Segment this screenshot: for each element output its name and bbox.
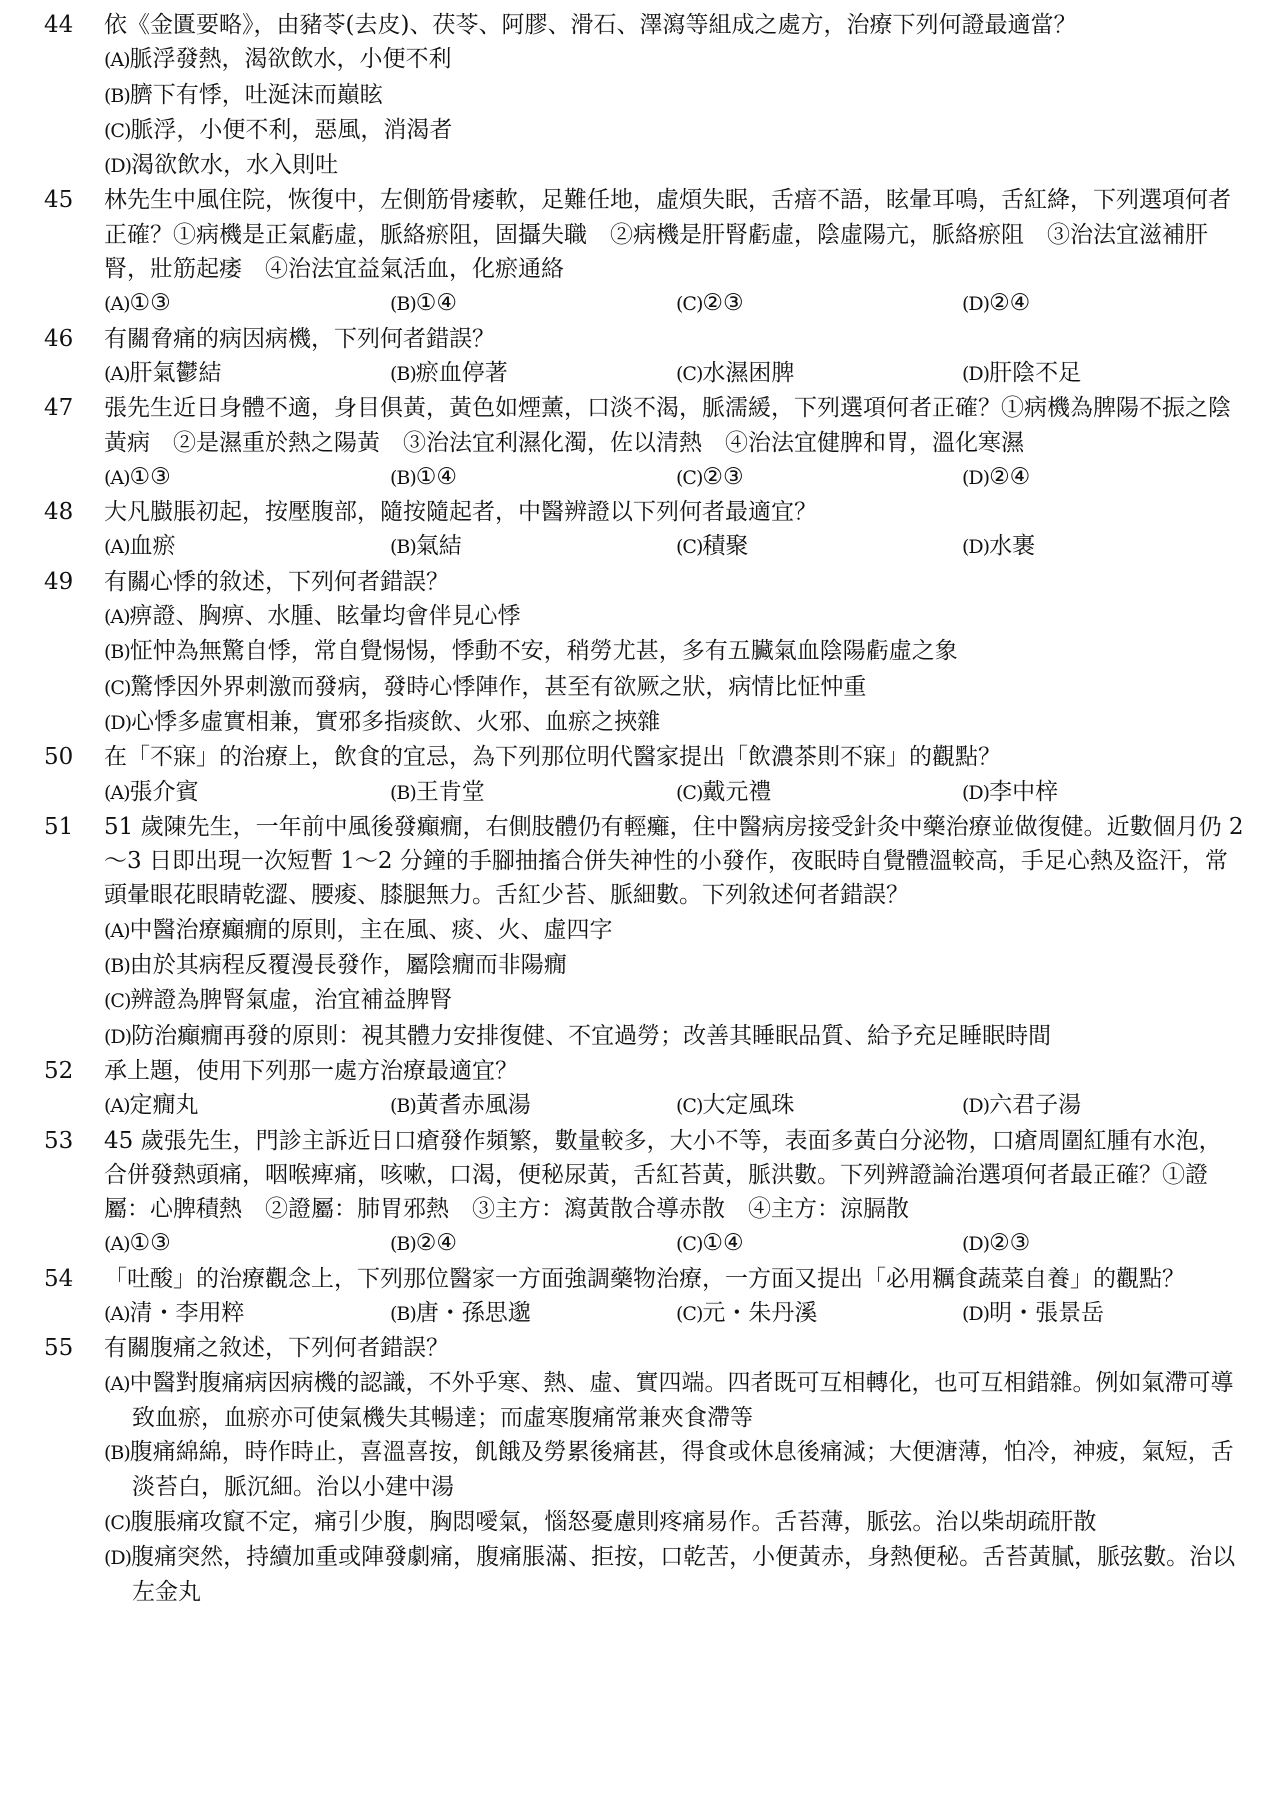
option-text: 瘀血停著: [415, 359, 508, 386]
answer-option: [390, 356, 676, 391]
option-text: 積聚: [702, 533, 749, 560]
option-label: (D): [962, 362, 990, 385]
question-45: [44, 183, 1244, 321]
option-text: 腹脹痛攻竄不定，痛引少腹，胸悶噯氣，惱怒憂慮則疼痛易作。舌苔薄，脈弦。治以柴胡疏肝散: [130, 1508, 1097, 1535]
option-text: 由於其病程反覆漫長發作，屬陰癇而非陽癇: [129, 952, 567, 979]
option-label: (C): [676, 1233, 703, 1256]
question-stem: 在「不寐」的治療上，飲食的宜忌，為下列那位明代醫家提出「飲濃茶則不寐」的觀點？: [104, 744, 1001, 771]
option-text: ①④: [415, 463, 458, 490]
answer-options: [104, 356, 1244, 391]
question-stem: 承上題，使用下列那一處方治療最適宜？: [104, 1057, 518, 1084]
answer-option: [676, 529, 962, 564]
option-label: (C): [676, 293, 703, 316]
option-text: 臍下有悸，吐涎沫而巔眩: [129, 81, 383, 108]
answer-option: [104, 1435, 1244, 1505]
option-label: (C): [676, 362, 703, 385]
option-text: 渴欲飲水，水入則吐: [131, 152, 339, 179]
answer-option: [104, 1540, 1244, 1610]
answer-option: [104, 529, 390, 564]
question-number: 46: [44, 325, 74, 352]
answer-option: [962, 1226, 1248, 1261]
option-text: ①④: [415, 290, 458, 317]
option-label: (B): [390, 1233, 416, 1256]
question-stem: 有關腹痛之敘述，下列何者錯誤？: [104, 1335, 449, 1362]
option-text: 肝氣鬱結: [129, 359, 222, 386]
answer-option: [104, 670, 1244, 705]
option-text: ②④: [989, 463, 1031, 490]
answer-options: [104, 42, 1244, 183]
question-number: 45: [44, 187, 74, 214]
option-text: ①④: [702, 1230, 744, 1257]
question-51: [44, 810, 1244, 1054]
option-label: (C): [676, 781, 703, 804]
option-label: (B): [390, 466, 416, 489]
question-stem: 依《金匱要略》，由豬苓(去皮)、茯苓、阿膠、滑石、澤瀉等組成之處方，治療下列何證最適當？: [104, 12, 1077, 38]
option-text: 怔忡為無驚自悸，常自覺惕惕，悸動不安，稍勞尤甚，多有五臟氣血陰陽虧虛之象: [129, 638, 958, 665]
option-text: ②④: [989, 290, 1031, 317]
answer-option: [104, 705, 1244, 740]
option-label: (B): [390, 536, 416, 559]
option-label: (D): [104, 1025, 132, 1048]
option-text: 脈浮發熱，渴欲飲水，小便不利: [129, 46, 452, 73]
option-text: 李中梓: [989, 778, 1059, 805]
option-text: 驚悸因外界刺激而發病，發時心悸陣作，甚至有欲厥之狀，病情比怔忡重: [130, 673, 867, 700]
option-label: (D): [962, 1302, 990, 1325]
answer-option: [962, 1296, 1248, 1331]
question-header: [44, 740, 1244, 774]
option-label: (A): [104, 781, 130, 804]
option-label: (D): [104, 711, 132, 734]
option-label: (C): [104, 1511, 131, 1534]
answer-option: [962, 460, 1248, 495]
question-stem: 有關脅痛的病因病機，下列何者錯誤？: [104, 325, 495, 352]
answer-option: [962, 356, 1248, 391]
option-text: 防治癲癇再發的原則：視其體力安排復健、不宜過勞；改善其睡眠品質、給予充足睡眠時間: [131, 1022, 1052, 1049]
question-number: 55: [44, 1335, 74, 1362]
answer-option: [676, 1296, 962, 1331]
question-50: [44, 740, 1244, 810]
option-text: 氣結: [415, 533, 462, 560]
option-label: (C): [676, 466, 703, 489]
question-header: [44, 1331, 1244, 1365]
answer-options: [104, 1296, 1244, 1331]
answer-option: [390, 460, 676, 495]
option-text: 心悸多虛實相兼，實邪多指痰飲、火邪、血瘀之挾雜: [131, 708, 661, 735]
answer-option: [676, 1088, 962, 1123]
answer-option: [104, 634, 1244, 669]
option-text: ①③: [129, 1230, 171, 1257]
option-text: 六君子湯: [989, 1092, 1082, 1119]
question-stem: 大凡臌脹初起，按壓腹部，隨按隨起者，中醫辨證以下列何者最適宜？: [104, 499, 817, 526]
option-label: (B): [390, 293, 416, 316]
option-text: ②③: [702, 290, 744, 317]
option-label: (D): [962, 293, 990, 316]
option-text: 腹痛綿綿，時作時止，喜溫喜按，飢餓及勞累後痛甚，得食或休息後痛減；大便溏薄，怕冷，神疲，氣短，舌淡苔白，脈沉細。治以小建中湯: [129, 1439, 1234, 1501]
option-text: ②③: [702, 463, 744, 490]
question-number: 53: [44, 1127, 74, 1154]
answer-option: [104, 286, 390, 321]
answer-option: [104, 113, 676, 148]
option-text: 脈浮，小便不利，惡風，消渴者: [130, 116, 453, 143]
question-number: 52: [44, 1057, 74, 1084]
question-stem: 張先生近日身體不適，身目俱黃，黃色如煙薰，口淡不渴，脈濡緩，下列選項何者正確？①病機為脾陽不振之陰黃病 ②是濕重於熱之陽黃 ③治法宜利濕化濁，佐以清熱 ④治法宜健脾和胃，溫化寒濕: [104, 395, 1231, 456]
option-label: (A): [104, 362, 130, 385]
option-text: 水裹: [989, 533, 1036, 560]
answer-option: [104, 1226, 390, 1261]
option-text: 痹證、胸痹、水腫、眩暈均會伴見心悸: [129, 603, 521, 630]
answer-option: [390, 1088, 676, 1123]
answer-option: [962, 1088, 1248, 1123]
option-label: (A): [104, 293, 130, 316]
option-text: ①③: [129, 290, 171, 317]
answer-options: [104, 286, 1244, 321]
answer-option: [676, 775, 962, 810]
option-label: (A): [104, 466, 130, 489]
question-header: [44, 565, 1244, 599]
answer-option: [104, 1296, 390, 1331]
option-text: 元・朱丹溪: [702, 1299, 818, 1326]
question-number: 47: [44, 395, 74, 422]
answer-option: [104, 148, 676, 183]
exam-page: [44, 8, 1244, 1610]
option-label: (A): [104, 1095, 130, 1118]
answer-option: [390, 1226, 676, 1261]
question-header: [44, 183, 1244, 286]
question-49: [44, 565, 1244, 740]
option-label: (B): [390, 781, 416, 804]
option-text: 明・張景岳: [989, 1299, 1105, 1326]
question-header: [44, 810, 1244, 913]
answer-option: [390, 529, 676, 564]
answer-options: [104, 460, 1244, 495]
option-text: 黃耆赤風湯: [415, 1092, 531, 1119]
option-text: 唐・孫思邈: [415, 1299, 531, 1326]
option-label: (D): [104, 155, 132, 178]
option-label: (A): [104, 1372, 130, 1395]
question-header: [44, 1262, 1244, 1296]
option-label: (D): [962, 1095, 990, 1118]
question-header: [44, 495, 1244, 529]
answer-option: [104, 1366, 1244, 1436]
question-54: [44, 1262, 1244, 1332]
question-number: 51: [44, 813, 74, 840]
option-text: ②③: [989, 1230, 1031, 1257]
answer-option: [104, 42, 676, 77]
option-text: 中醫治療癲癇的原則，主在風、痰、火、虛四字: [129, 916, 613, 943]
option-text: 水濕困脾: [702, 359, 795, 386]
answer-option: [104, 356, 390, 391]
answer-option: [104, 775, 390, 810]
option-label: (A): [104, 606, 130, 629]
option-text: 王肯堂: [415, 778, 485, 805]
option-label: (C): [676, 1095, 703, 1118]
option-label: (C): [104, 676, 131, 699]
option-label: (C): [676, 1302, 703, 1325]
option-label: (B): [104, 1442, 130, 1465]
question-52: [44, 1054, 1244, 1124]
question-number: 48: [44, 499, 74, 526]
question-header: [44, 391, 1244, 460]
option-label: (B): [104, 84, 130, 107]
answer-option: [104, 78, 676, 113]
answer-option: [104, 460, 390, 495]
answer-option: [104, 983, 1244, 1018]
answer-option: [676, 460, 962, 495]
option-label: (B): [104, 955, 130, 978]
option-text: ②④: [415, 1230, 458, 1257]
answer-option: [676, 1226, 962, 1261]
answer-option: [104, 1019, 1244, 1054]
answer-options: [104, 913, 1244, 1054]
answer-options: [104, 1226, 1244, 1261]
option-label: (C): [104, 119, 131, 142]
question-header: [44, 1124, 1244, 1227]
question-stem: 「吐酸」的治療觀念上，下列那位醫家一方面強調藥物治療，一方面又提出「必用糲食蔬菜自養」的觀點？: [104, 1265, 1185, 1292]
answer-options: [104, 529, 1244, 564]
answer-option: [104, 1505, 1244, 1540]
option-text: ①③: [129, 463, 171, 490]
option-label: (A): [104, 536, 130, 559]
answer-options: [104, 1366, 1244, 1610]
option-text: 中醫對腹痛病因病機的認識，不外乎寒、熱、虛、實四端。四者既可互相轉化，也可互相錯雜。例如氣滯可導致血瘀，血瘀亦可使氣機失其暢達；而虛寒腹痛常兼夾食滯等: [129, 1369, 1234, 1431]
answer-option: [104, 913, 1244, 948]
question-stem: 45 歲張先生，門診主訴近日口瘡發作頻繁，數量較多，大小不等，表面多黃白分泌物，口瘡周圍紅腫有水泡，合併發熱頭痛，咽喉痺痛，咳嗽，口渴，便秘尿黃，舌紅苔黃，脈洪數。下列辨證論治選項何者最正確？①證屬：心脾積熱 ②證屬：肺胃邪熱 ③主方：瀉黃散合導赤散 ④主方：涼膈散: [104, 1127, 1222, 1223]
option-text: 腹痛突然，持續加重或陣發劇痛，腹痛脹滿、拒按，口乾苦，小便黃赤，身熱便秘。舌苔黃膩，脈弦數。治以左金丸: [131, 1544, 1236, 1606]
question-53: [44, 1124, 1244, 1262]
answer-option: [390, 1296, 676, 1331]
question-stem: 有關心悸的敘述，下列何者錯誤？: [104, 568, 449, 595]
option-label: (C): [676, 536, 703, 559]
answer-option: [104, 599, 1244, 634]
option-label: (B): [390, 1302, 416, 1325]
question-number: 44: [44, 12, 74, 38]
option-label: (A): [104, 49, 130, 72]
option-label: (D): [962, 1233, 990, 1256]
answer-option: [390, 286, 676, 321]
question-44: [44, 8, 1244, 183]
option-label: (A): [104, 1302, 130, 1325]
answer-option: [390, 775, 676, 810]
option-text: 辨證為脾腎氣虛，治宜補益脾腎: [130, 987, 453, 1014]
answer-option: [104, 948, 1244, 983]
question-header: [44, 8, 1244, 42]
question-55: [44, 1331, 1244, 1609]
option-label: (D): [962, 781, 990, 804]
option-label: (A): [104, 919, 130, 942]
question-number: 49: [44, 568, 74, 595]
question-48: [44, 495, 1244, 565]
option-text: 血瘀: [129, 533, 176, 560]
question-46: [44, 322, 1244, 392]
answer-option: [962, 529, 1248, 564]
option-label: (B): [390, 1095, 416, 1118]
option-label: (D): [962, 536, 990, 559]
question-47: [44, 391, 1244, 495]
option-label: (A): [104, 1233, 130, 1256]
option-label: (B): [390, 362, 416, 385]
option-text: 戴元禮: [702, 778, 772, 805]
answer-options: [104, 599, 1244, 740]
option-label: (B): [104, 641, 130, 664]
answer-options: [104, 775, 1244, 810]
option-text: 張介賓: [129, 778, 199, 805]
answer-option: [676, 286, 962, 321]
question-number: 54: [44, 1265, 74, 1292]
option-text: 定癇丸: [129, 1092, 199, 1119]
question-stem: 51 歲陳先生，一年前中風後發癲癇，右側肢體仍有輕癱，住中醫病房接受針灸中藥治療並做復健。近數個月仍 2～3 日即出現一次短暫 1～2 分鐘的手腳抽搐合併失神性的小發作，夜眠時自覺體溫較高，手足心熱及盜汗，常頭暈眼花眼睛乾澀、腰痠、膝腿無力。舌紅少苔、脈細數。下列敘述何者錯誤？: [104, 813, 1244, 909]
question-header: [44, 322, 1244, 356]
option-text: 肝陰不足: [989, 359, 1082, 386]
option-text: 清・李用粹: [129, 1299, 245, 1326]
option-label: (C): [104, 990, 131, 1013]
question-stem: 林先生中風住院，恢復中，左側筋骨痿軟，足難任地，虛煩失眠，舌瘖不語，眩暈耳鳴，舌紅絳，下列選項何者正確？①病機是正氣虧虛，脈絡瘀阻，固攝失職 ②病機是肝腎虧虛，陰虛陽亢，脈絡瘀阻 ③治法宜滋補肝腎，壯筋起痿 ④治法宜益氣活血，化瘀通絡: [104, 187, 1231, 283]
answer-option: [962, 775, 1248, 810]
answer-option: [676, 356, 962, 391]
option-label: (D): [962, 466, 990, 489]
answer-options: [104, 1088, 1244, 1123]
question-number: 50: [44, 744, 74, 771]
option-text: 大定風珠: [702, 1092, 795, 1119]
answer-option: [962, 286, 1248, 321]
answer-option: [104, 1088, 390, 1123]
question-header: [44, 1054, 1244, 1088]
option-label: (D): [104, 1547, 132, 1570]
